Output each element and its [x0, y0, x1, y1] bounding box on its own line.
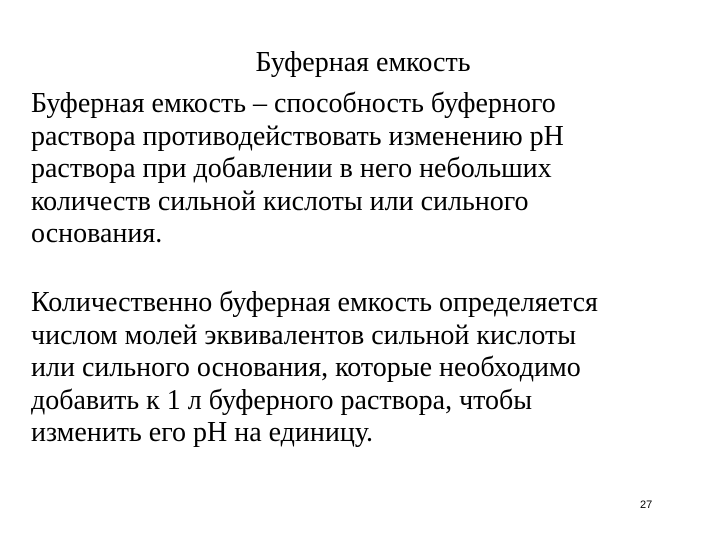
paragraph-line: Буферная емкость – способность буферного	[31, 88, 556, 119]
slide-title: Буферная емкость	[255, 47, 471, 78]
paragraph-line: изменить его pH на единицу.	[31, 417, 374, 448]
paragraph-line: количеств сильной кислоты или сильного	[31, 185, 529, 217]
paragraph-line: добавить к 1 л буферного раствора, чтобы	[31, 384, 533, 416]
paragraph-line: или сильного основания, которые необходимо	[31, 352, 581, 383]
definition-paragraph	[31, 88, 703, 251]
paragraph-line: раствора противодействовать изменению pH	[31, 120, 564, 152]
quantitative-paragraph	[31, 287, 703, 450]
paragraph-line: основания.	[31, 218, 163, 249]
page-number: 27	[640, 499, 653, 511]
paragraph-line: числом молей эквивалентов сильной кислоты	[31, 319, 577, 351]
paragraph-line: раствора при добавлении в него небольших	[31, 153, 552, 184]
paragraph-line: Количественно буферная емкость определяется	[31, 287, 598, 318]
